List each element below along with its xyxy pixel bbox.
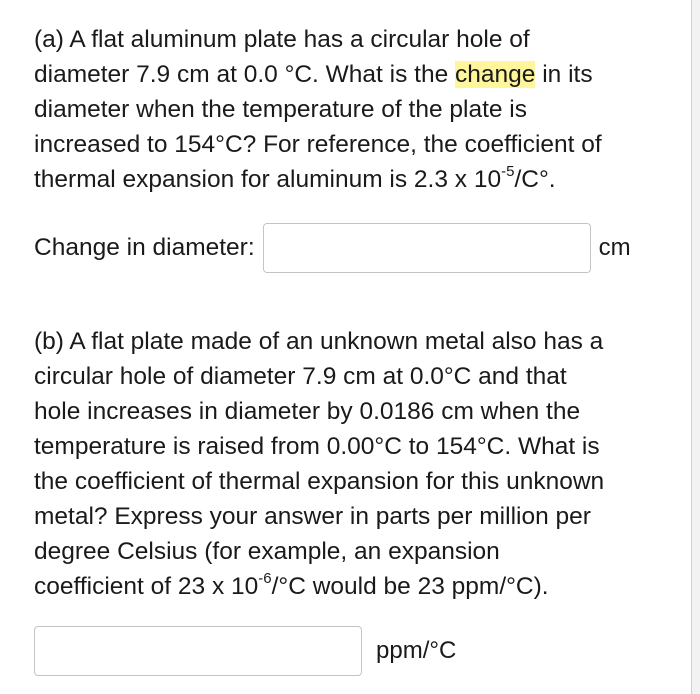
question-a-line-text: diameter 7.9 cm at 0.0 °C. What is the [34,61,456,88]
unit-ppm-label: ppm/°C [376,637,457,664]
scrollbar[interactable] [691,0,700,694]
question-b-line: circular hole of diameter 7.9 cm at 0.0°C and that [34,363,567,390]
change-in-diameter-label: Change in diameter: [34,234,255,261]
answer-a-row [34,222,631,274]
question-a-line: diameter when the temperature of the plate is [34,96,528,123]
question-b-line: metal? Express your answer in parts per million per [34,503,591,530]
answer-b-row [34,625,456,677]
change-in-diameter-input[interactable] [263,223,591,273]
exponent: -6 [258,569,272,587]
expansion-coefficient-input[interactable] [34,626,362,676]
question-b-line: (b) A flat plate made of an unknown metal also has a [34,328,604,355]
unit-cm-label: cm [598,234,631,261]
question-b-line: the coefficient of thermal expansion for this unknown [34,468,605,495]
question-b-text [34,324,674,604]
exponent: -5 [501,162,515,180]
question-b-line [34,569,674,604]
highlighted-word: change [455,61,536,88]
question-a-line-text: in its [535,61,593,88]
question-b-line-text: coefficient of 23 x 10 [34,573,259,600]
question-a-line-text: /C°. [514,166,556,193]
question-a-line [34,57,674,92]
question-a-line: increased to 154°C? For reference, the coefficient of [34,131,602,158]
question-a-line-text: thermal expansion for aluminum is 2.3 x 10 [34,166,502,193]
question-a-text [34,22,674,197]
question-b-line-text: /°C would be 23 ppm/°C). [271,573,549,600]
question-a-line: (a) A flat aluminum plate has a circular hole of [34,26,530,53]
question-b-line: hole increases in diameter by 0.0186 cm when the [34,398,581,425]
question-b-line: degree Celsius (for example, an expansion [34,538,500,565]
question-a-line [34,162,674,197]
question-b-line: temperature is raised from 0.00°C to 154°C. What is [34,433,600,460]
